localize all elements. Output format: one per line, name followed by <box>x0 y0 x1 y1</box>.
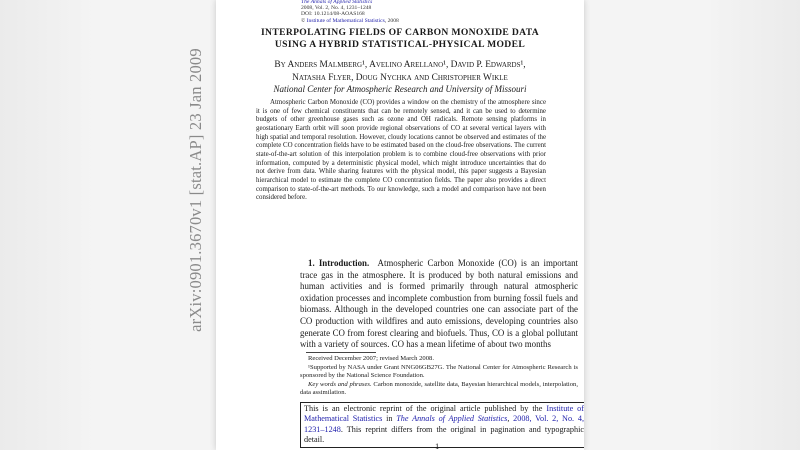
page-number: 1 <box>435 441 440 450</box>
reprint-notice <box>300 402 584 448</box>
reprint-in: in <box>382 414 397 424</box>
header-year: , 2008 <box>384 17 399 24</box>
title-line-1: INTERPOLATING FIELDS OF CARBON MONOXIDE DATA <box>260 27 540 38</box>
title-line-2: USING A HYBRID STATISTICAL-PHYSICAL MODEL <box>274 39 526 50</box>
intro-heading: 1. Introduction. <box>308 258 370 268</box>
affiliation: National Center for Atmospheric Research and University of Missouri <box>273 84 527 94</box>
reprint-comma: , <box>507 414 510 424</box>
header-doi: DOI: 10.1214/08-AOAS168 <box>301 11 365 18</box>
reprint-journal-link[interactable]: The Annals of Applied Statistics <box>396 414 508 424</box>
abstract-text: Atmospheric Carbon Monoxide (CO) provides a window on the chemistry of the atmosphere since it is one of few chemical constituents that can be remotely sensed, and it can be used to determine budgets of other greenhouse gases such as ozone and OH radicals. Remote sensing platforms in geostationary Earth orbit will soon provide regional observations of CO at several vertical layers with high spatial and temporal resolution. However, cloudy locations cannot be observed and estimates of the complete CO concentration fields have to be estimated based on the cloud-free observations. The current state-of-the-art solution of this interpolation problem is to combine cloud-free observations with prior information, computed by a deterministic physical model, which might introduce uncertainties that do not derive from data. While sharing features with the physical model, this paper suggests a Bayesian hierarchical model to estimate the complete CO concentration fields. The paper also provides a direct comparison to state-of-the-art methods. To our knowledge, such a model and comparison have not been considered before. <box>256 99 546 202</box>
reprint-ims-link[interactable]: Institute of Mathematical Statistics <box>304 404 584 424</box>
reprint-volume-link[interactable]: 2008, Vol. 2, No. 4, 1231–1248 <box>304 414 584 434</box>
footnotes <box>300 355 578 398</box>
authors-line-1: By Anders Malmberg¹, Avelino Arellano¹, David P. Edwards¹, <box>274 60 526 70</box>
footnote-keywords <box>300 381 578 398</box>
footnote-rule <box>306 352 376 353</box>
arxiv-stamp: arXiv:0901.3670v1 [stat.AP] 23 Jan 2009 <box>186 48 205 332</box>
copyright-symbol: © <box>301 17 306 24</box>
header-ims-link[interactable]: Institute of Mathematical Statistics <box>306 17 385 24</box>
header-journal-link[interactable]: The Annals of Applied Statistics <box>301 0 373 5</box>
header-volume: 2008, Vol. 2, No. 4, 1231–1248 <box>301 5 372 12</box>
introduction-paragraph <box>300 258 578 351</box>
keywords-text: Carbon monoxide, satellite data, Bayesian hierarchical models, interpolation, data assimilation. <box>300 380 578 396</box>
reprint-suffix: . This reprint differs from the original in pagination and typographic detail. <box>304 424 584 445</box>
authors-line-2: Natasha Flyer, Doug Nychka and Christopher Wikle <box>292 72 508 83</box>
footnote-support: ¹Supported by NASA under Grant NNG06GB27G. The National Center for Atmospheric Research is sponsored by the National Science Foundation. <box>300 363 578 379</box>
journal-header <box>301 0 399 24</box>
keywords-label: Key words and phrases. <box>308 380 372 388</box>
paper-title <box>234 27 566 51</box>
pdf-page <box>216 0 584 450</box>
reprint-prefix: This is an electronic reprint of the original article published by the <box>304 404 543 413</box>
intro-text: Atmospheric Carbon Monoxide (CO) is an important trace gas in the atmosphere. It is produced by both natural emissions and human activities and is formed primarily through natural atmospheric oxidation processes and incomplete combustion from burning fossil fuels and biomass. Although in the developed countries one can associate part of the CO production with wildfires and auto emissions, developing countries also generate CO from forest clearing and biofuels. Thus, CO is a global pollutant with a variety of sources. CO has a mean lifetime of about two months <box>300 258 578 350</box>
footnote-received: Received December 2007; revised March 2008. <box>308 355 434 362</box>
paper-authors <box>234 59 566 84</box>
